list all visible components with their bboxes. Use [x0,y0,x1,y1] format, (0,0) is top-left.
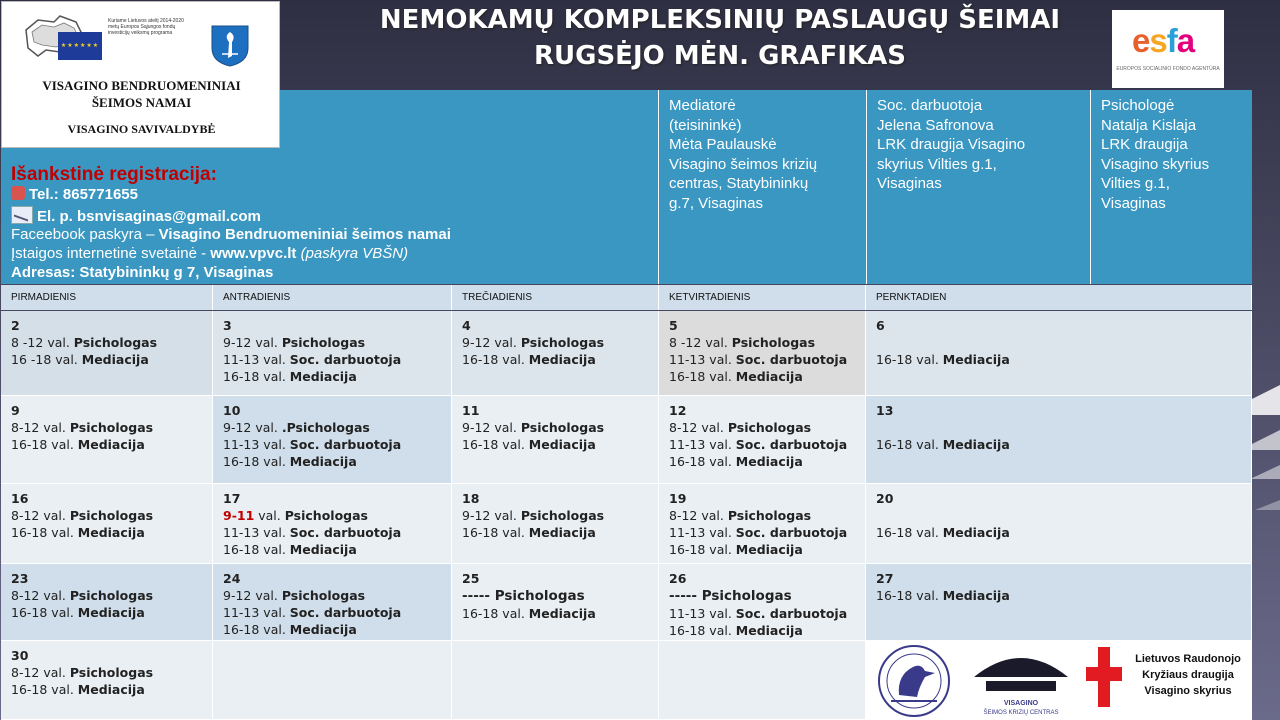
schedule-entry: 11-13 val. Soc. darbuotoja [223,605,402,620]
day-cell [1,311,213,396]
red-cross-icon [1086,645,1122,709]
schedule-entry: ----- Psichologas [462,588,585,604]
schedule-entry: 16 -18 val. Mediacija [11,352,149,367]
day-number: 13 [876,403,894,418]
title-line-1: NEMOKAMŲ KOMPLEKSINIŲ PASLAUGŲ ŠEIMAI [379,5,1061,35]
day-number: 19 [669,491,687,506]
day-cell [452,641,659,720]
schedule-entry: 16-18 val. Mediacija [462,352,596,367]
day-cell [213,641,452,720]
partner-logos [866,641,1252,720]
day-cell [866,396,1252,484]
schedule-entry: 11-13 val. Soc. darbuotoja [223,437,402,452]
facebook-name: Visagino Bendruomeniniai šeimos namai [158,226,451,243]
day-number: 3 [223,318,232,333]
day-number: 25 [462,571,480,586]
specialist-line: g.7, Visaginas [669,194,763,212]
weekday-header-row [1,285,1252,310]
day-cell [1,564,213,641]
day-cell [866,311,1252,396]
org-name-line1: VISAGINO BENDRUOMENINIAI [42,78,241,93]
schedule-entry: 8 -12 val. Psichologas [669,335,816,350]
day-cell [866,564,1252,641]
umbrella-caption-1: VISAGINO [1003,700,1039,707]
specialist-line: Visagino skyrius [1101,155,1210,173]
day-number: 11 [462,403,480,418]
schedule-entry [876,419,1241,436]
schedule-entry: 16-18 val. Mediacija [223,542,357,557]
phone-line[interactable]: Tel.: 865771655 [11,186,138,203]
weekday-header: PIRMADIENIS [1,285,213,310]
red-cross-text: Lietuvos Raudonojo Kryžiaus draugija Visagino skyrius [1135,653,1241,697]
day-cell [1,641,213,720]
schedule-entry: 9-12 val. Psichologas [462,335,605,350]
day-cell [213,564,452,641]
day-cell [213,484,452,564]
esfa-logo [1112,10,1224,88]
schedule-entry: 8 -12 val. Psichologas [11,335,158,350]
esfa-subtitle: EUROPOS SOCIALINIO FONDO AGENTŪRA [1116,66,1220,72]
day-number: 23 [11,571,29,586]
specialist-line: LRK draugija Visagino [877,136,1026,153]
day-number: 24 [223,571,241,586]
email-line[interactable]: El. p. bsnvisaginas@gmail.com [11,206,261,225]
title-line-2: RUGSĖJO MĖN. GRAFIKAS [533,41,907,71]
weekday-header: TREČIADIENIS [452,285,659,310]
visaginas-crest-icon [210,24,250,68]
schedule-entry: 8-12 val. Psichologas [669,508,812,523]
schedule-entry: 8-12 val. Psichologas [11,508,154,523]
day-number: 26 [669,571,687,586]
schedule-entry: 16-18 val. Mediacija [11,605,145,620]
schedule-entry: 16-18 val. Mediacija [669,542,803,557]
day-cell [452,311,659,396]
decor-arrow [1255,500,1280,510]
specialist-line: Visaginas [1101,194,1166,212]
specialist-mediator [658,90,866,284]
day-number: 9 [11,403,20,418]
email-icon [11,206,33,224]
website-link: www.vpvc.lt [210,245,297,262]
weekday-header: KETVIRTADIENIS [659,285,866,310]
schedule-entry: 16-18 val. Mediacija [223,369,357,384]
schedule-entry: 9-12 val. Psichologas [223,588,366,603]
eu-program-text: Kuriame Lietuvos ateitį 2014-2020 metų Europos Sąjungos fondų investicijų veiksmų programa [108,18,184,36]
schedule-entry [876,507,1241,524]
schedule-entry [876,334,1241,351]
esfa-wordmark: esfa [1132,22,1195,59]
schedule-entry: 16-18 val. Mediacija [223,622,357,637]
schedule-entry: 11-13 val. Soc. darbuotoja [223,352,402,367]
schedule-entry: 9-12 val. .Psichologas [223,420,370,435]
schedule-entry: 11-13 val. Soc. darbuotoja [223,525,402,540]
day-cell [659,641,866,720]
schedule-entry: 8-12 val. Psichologas [11,665,154,680]
phone-icon [11,186,25,200]
page-title [330,2,1110,74]
day-cell [452,396,659,484]
schedule-entry: 8-12 val. Psichologas [11,420,154,435]
day-number: 12 [669,403,687,418]
day-cell [213,396,452,484]
website-line[interactable]: Įstaigos internetinė svetainė - www.vpvc.lt (paskyra VBŠN) [11,245,409,262]
registration-title: Išankstinė registracija: [11,164,217,185]
specialist-line: skyrius Vilties g.1, [877,155,997,173]
schedule-entry: 16-18 val. Mediacija [876,525,1010,540]
schedule-entry: 16-18 val. Mediacija [462,437,596,452]
schedule-entry: 16-18 val. Mediacija [11,525,145,540]
day-number: 4 [462,318,471,333]
day-number: 17 [223,491,241,506]
schedule-entry: 16-18 val. Mediacija [462,525,596,540]
org-logo-panel [1,1,280,148]
schedule-entry: 11-13 val. Soc. darbuotoja [669,352,848,367]
schedule-entry: 16-18 val. Mediacija [669,454,803,469]
schedule-entry: 11-13 val. Soc. darbuotoja [669,437,848,452]
schedule-entry: 9-11 val. Psichologas [223,508,368,523]
facebook-line[interactable]: Faceebook paskyra – Visagino Bendruomeniniai šeimos namai [11,226,451,243]
umbrella-caption-2: ŠEIMOS KRIZIŲ CENTRAS [983,710,1059,716]
municipality-name: VISAGINO SAVIVALDYBĖ [67,122,216,136]
weekday-header: ANTRADIENIS [213,285,452,310]
day-cell [659,396,866,484]
day-cell [659,564,866,641]
day-cell [866,484,1252,564]
day-number: 6 [876,318,885,333]
specialist-line: centras, Statybininkų [669,175,809,192]
schedule-entry: 9-12 val. Psichologas [223,335,366,350]
specialist-psychologist [1090,90,1252,284]
schedule-entry: 8-12 val. Psichologas [11,588,154,603]
day-number: 20 [876,491,894,506]
schedule-entry: 16-18 val. Mediacija [876,588,1010,603]
day-number: 16 [11,491,29,506]
day-cell [659,311,866,396]
day-cell [452,564,659,641]
specialist-line: Mėta Paulauskė [669,136,777,153]
schedule-entry: 16-18 val. Mediacija [669,623,803,638]
decor-arrow [1250,465,1280,479]
day-number: 18 [462,491,480,506]
schedule-entry: 11-13 val. Soc. darbuotoja [669,525,848,540]
specialist-line: Natalja Kislaja [1101,116,1197,134]
day-number: 5 [669,318,678,333]
specialist-line: Jelena Safronova [877,116,994,134]
pelican-logo-icon [869,643,959,718]
specialist-line: LRK draugija [1101,136,1188,153]
day-number: 2 [11,318,20,333]
day-cell [1,396,213,484]
specialist-line: Visagino šeimos krizių [669,155,818,173]
schedule-entry: ----- Psichologas [669,588,792,604]
day-cell [1,484,213,564]
weekday-header: PERNKTADIEN [866,285,1252,310]
day-cell [659,484,866,564]
day-number: 30 [11,648,29,663]
schedule-entry: 11-13 val. Soc. darbuotoja [669,606,848,621]
specialist-line: Vilties g.1, [1101,175,1170,192]
schedule-entry: 9-12 val. Psichologas [462,508,605,523]
schedule-entry: 16-18 val. Mediacija [876,352,1010,367]
specialist-line: Mediatorė [669,97,736,114]
day-cell [213,311,452,396]
schedule-entry: 16-18 val. Mediacija [223,454,357,469]
day-number: 27 [876,571,894,586]
schedule-entry: 16-18 val. Mediacija [669,369,803,384]
specialist-social-worker [866,90,1090,284]
schedule-entry: 16-18 val. Mediacija [876,437,1010,452]
org-name-line2: ŠEIMOS NAMAI [91,95,192,110]
umbrella-logo-icon [966,643,1076,718]
specialist-line: Visaginas [877,175,942,192]
schedule-entry: 8-12 val. Psichologas [669,420,812,435]
schedule-entry: 16-18 val. Mediacija [462,606,596,621]
specialist-line: Soc. darbuotoja [877,97,983,114]
day-cell [452,484,659,564]
specialist-line: Psichologė [1101,97,1175,114]
address-line: Adresas: Statybininkų g 7, Visaginas [11,264,274,281]
schedule-entry: 16-18 val. Mediacija [11,682,145,697]
day-number: 10 [223,403,241,418]
schedule-entry: 16-18 val. Mediacija [11,437,145,452]
schedule-entry: 9-12 val. Psichologas [462,420,605,435]
specialist-line: (teisininkė) [669,116,742,134]
eu-flag-icon: ★★★★★★ [58,32,102,60]
